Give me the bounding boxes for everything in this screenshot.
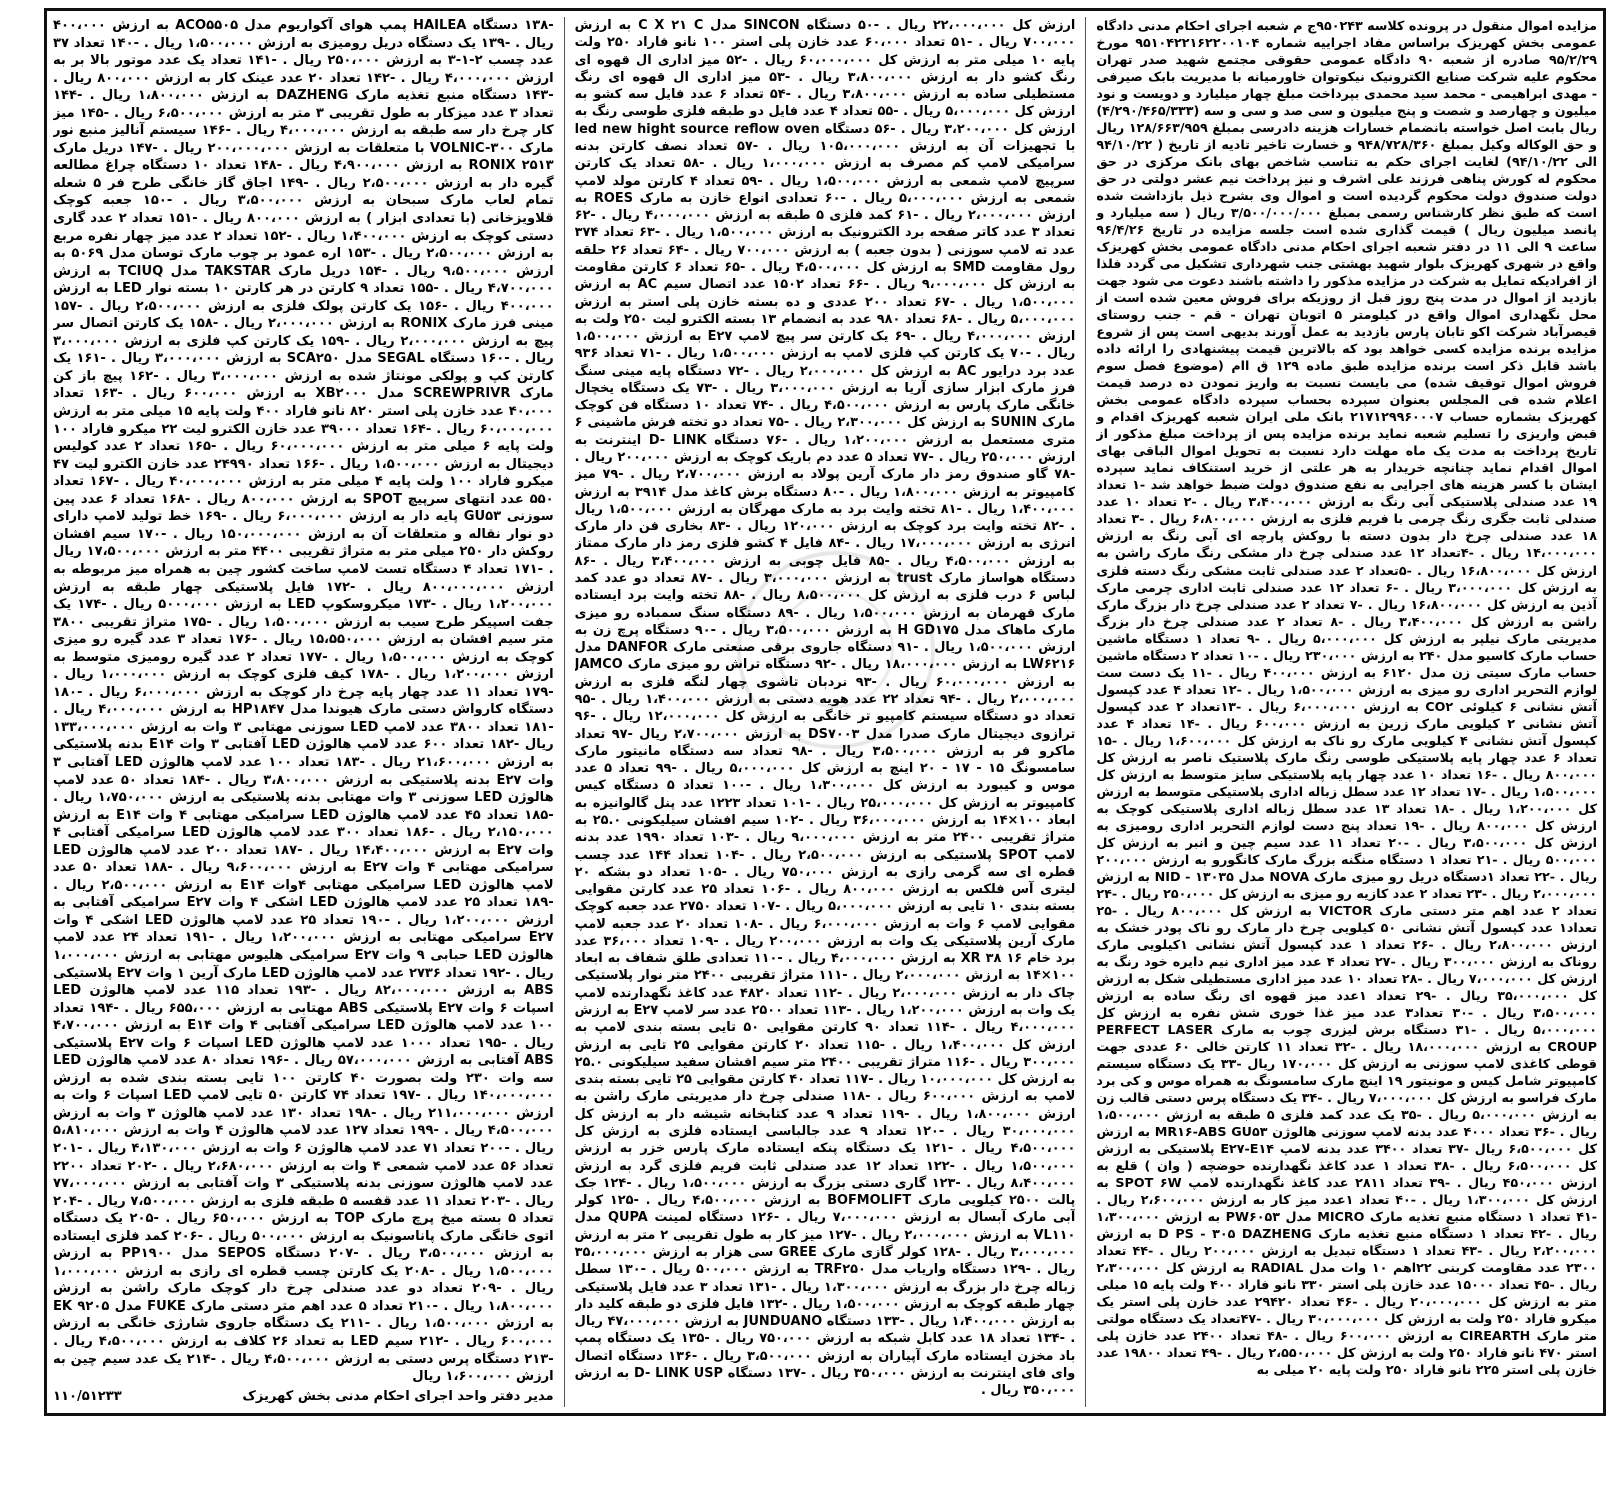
- notice-frame: [44, 8, 1606, 1416]
- notice-text-right: مزایده اموال منقول در پرونده کلاسه ۹۵۰۲۴۳ج م شعبه اجرای احکام مدنی دادگاه عمومی بخش کهریزک براساس مفاد اجراییه شماره ۹۵۱۰۴۲۲۱۶۲۲۰۰۱۰۴ مورخ ۹۵/۲/۲۹ صادره از شعبه ۹۰ دادگاه عمومی حقوقی مجتمع شهید صدر تهران محکوم علیه شرکت صنایع الکترونیک نیکوتوان خاورمیانه با مدیریت بابک صیرفی - مهدی ابراهیمی - محمد سید محمدی بپرداخت مبلغ چهار میلیارد و دویست و نود میلیون و چهارصد و شصت و پنج میلیون و سی صد و سی و سه (۴/۲۹۰/۴۶۵/۳۳۳) ریال بابت اصل خواسته بانضمام خسارات هزینه دادرسی بمبلغ ۱۲۸/۶۶۳/۹۵۹ ریال و حق الوکاله وکیل بمبلغ ۹۴۸/۷۲۸/۳۶۰ و خسارت تاخیر تادیه از تاریخ ( ۹۴/۱۰/۲۲ الی ۹۴/۱۰/۲۲) لغایت اجرای حکم به تناسب شاخص بهای بانک مرکزی در حق محکوم له کورش پناهی فرزند علی اشرف و نیز پرداخت نیم عشر دولتی در حق دولت صندوق دولت محکوم گردیده است و اموال وی بشرح ذیل بازداشت شده است که طبق نظر کارشناس رسمی بمبلغ ۳/۵۰۰/۰۰۰/۰۰۰ ریال ( سه میلیارد و پانصد میلیون ریال ) قیمت گذاری شده است جلسه مزایده در تاریخ ۹۶/۴/۲۶ ساعت ۹ الی ۱۱ در دفتر شعبه اجرای احکام مدنی دادگاه عمومی بخش کهریزک واقع در شهری کهریزک بلوار شهید بهشتی جنب شهرداری تشکیل می گردد فلذا از افرادیکه تمایل به شرکت در مزایده مذکور را داشته باشند دعوت می شود جهت بازدید از اموال در مدت پنج روز قبل از روزیکه برای فروش معین شده است از محل نگهداری اموال واقع در کیلومتر ۵ اتوبان تهران - قم - جنب روستای قیصرآباد شرکت اکو تابان پارس بازدید به عمل آورند بدیهی است پس از شروع مزایده برنده مزایده کسی خواهد بود که بالاترین قیمت پیشنهادی را ارائه داده باشد قابل ذکر است برنده مزایده طبق ماده ۱۲۹ ق اام (موضوع فصل سوم فروش اموال توقیف شده) می بایست نسبت به واریز نمودن ده درصد قیمت اعلام شده فی المجلس بعنوان سپرده بحساب سپرده دادگاه عمومی بخش کهریزک بشماره حساب ۲۱۷۱۲۹۹۶۰۰۰۷ بانک ملی ایران شعبه کهریزک اقدام و قبض واریزی را تسلیم شعبه نماید برنده مزایده پس از پرداخت مبلغ مذکور از تاریخ پرداخت به مدت یک ماه مهلت دارد نسبت به تحویل اموال الباقی بهای اموال اقدام نماید چنانچه خریدار به هر علتی از خرید استنکاف نماید سپرده ایشان با کسر هزینه های اجرایی به نفع صندوق دولت ضبط خواهد شد -۱ تعداد ۱۹ عدد صندلی پلاستیکی آبی رنگ به ارزش ۳،۴۰۰،۰۰۰ ریال . -۲ تعداد ۱۰ عدد صندلی ثابت جگری رنگ چرمی با فریم فلزی به ارزش ۶،۸۰۰،۰۰۰ ریال . -۳ تعداد ۱۸ عدد صندلی چرخ دار بدون دسته با روکش پارچه ای آبی رنگ به ارزش ۱۴،۰۰۰،۰۰۰ ریال . -۴تعداد ۱۲ عدد صندلی چرخ دار مشکی رنگ مارک راشن به ارزش کل ۱۶،۸۰۰،۰۰۰ ریال . -۵تعداد ۲ عدد صندلی ثابت مشکی رنگ دسته فلزی به ارزش کل ۳،۰۰۰،۰۰۰ ریال . -۶ تعداد ۱۲ عدد صندلی ثابت اداری چرمی مارک آذین به ارزش کل ۱۶،۸۰۰،۰۰۰ ریال . -۷ تعداد ۲ عدد صندلی چرخ دار بزرگ مارک راشن به ارزش کل ۳،۴۰۰،۰۰۰ ریال . -۸ تعداد ۲ عدد صندلی چرخ دار بزرگ مدیریتی مارک نیلپر به ارزش کل ۵،۰۰۰،۰۰۰ ریال . -۹ تعداد ۱ دستگاه ماشین حساب مارک کاسیو مدل ۲۴۰ به ارزش ۲۳۰،۰۰۰ ریال . -۱۰ تعداد ۲ دستگاه ماشین حساب مارک سیتی زن مدل ۶۱۲۰ به ارزش ۴۰۰،۰۰۰ ریال . -۱۱ یک دست ست لوازم التحریر اداری رو میزی به ارزش ۱،۵۰۰،۰۰۰ ریال . -۱۲ تعداد ۴ عدد کپسول آتش نشانی ۶ کیلوئی CO۲ به ارزش ۶،۰۰۰،۰۰۰ ریال . -۱۳تعداد ۲ عدد کپسول آتش نشانی ۲ کیلویی مارک زرین به ارزش ۶۰۰،۰۰۰ ریال . -۱۴ تعداد ۴ عدد کپسول آتش نشانی ۴ کیلویی مارک رو ناک به ارزش کل ۱،۶۰۰،۰۰۰ ریال . -۱۵ تعداد ۶ عدد چهار پایه پلاستیکی طوسی رنگ مارک پلاستیک ناصر به ارزش کل ۸۰۰،۰۰۰ ریال . -۱۶ تعداد ۱۰ عدد چهار پایه پلاستیکی سایز متوسط به ارزش کل ۱،۵۰۰،۰۰۰ ریال . -۱۷ تعداد ۱۲ عدد سطل زباله اداری پلاستیکی متوسط به ارزش کل ۱،۲۰۰،۰۰۰ ریال . -۱۸ تعداد ۱۳ عدد سطل زباله اداری پلاستیکی کوچک به ارزش کل ۸۰۰،۰۰۰ ریال . -۱۹ تعداد پنج دست لوازم التحریر اداری رومیزی به ارزش کل ۳،۵۰۰،۰۰۰ ریال . -۲۰ تعداد ۱۱ عدد سیم چین و انبر به ارزش کل ۵۰۰،۰۰۰ ریال . -۲۱ تعداد ۱ دستگاه منگنه بزرگ مارک کانگورو به ارزش ۲۰۰،۰۰۰ ریال . -۲۲ تعداد ۱دستگاه دریل رو میزی مارک NOVA مدل NID - ۱۳۰۳۵ به ارزش ۲،۰۰۰،۰۰۰ ریال . -۲۳ تعداد ۲ عدد کازیه رو میزی به ارزش کل ۲۵۰،۰۰۰ ریال . -۲۴ تعداد ۲ عدد اهم متر دستی مارک VICTOR به ارزش کل ۸۰۰،۰۰۰ ریال . -۲۵ تعداد۱ عدد کپسول آتش نشانی ۵۰ کیلویی چرخ دار مارک رو ناک پودر خشک به ارزش ۲،۸۰۰،۰۰۰ ریال . -۲۶ تعداد ۱ عدد کپسول آتش نشانی ۱کیلویی مارک روناک به ارزش ۳۰۰،۰۰۰ ریال . -۲۷ تعداد ۴ عدد میز اداری نیم دایره خود رنگ به ارزش کل ۷،۰۰۰،۰۰۰ ریال . -۲۸ تعداد ۱۰ عدد میز اداری مستطیلی شکل به ارزش کل ۳۵،۰۰۰،۰۰۰ ریال . -۲۹ تعداد ۱عدد میز قهوه ای رنگ ساده به ارزش ۳،۵۰۰،۰۰۰ ریال . -۳۰ تعداد۳ عدد میز غذا خوری شش نفره به ارزش کل ۵،۰۰۰،۰۰۰ ریال . -۳۱ دستگاه برش لیزری چوب به مارک PERFECT LASER CROUP به ارزش ۱۸،۰۰۰،۰۰۰ ریال . -۳۲ تعداد ۱۱ کارتن خالی ۶۰ عددی جهت قوطی کاغذی لامپ سوزنی به ارزش کل ۱۷۰،۰۰۰ ریال -۳۳ یک دستگاه سیستم کامپیوتر شامل کیس و مونیتور ۱۹ اینچ مارک سامسونگ به همراه موس و کی برد مارک فراسو به ارزش کل ۷،۰۰۰،۰۰۰ ریال . -۳۴ یک دستگاه پرس دستی قالب زن به ارزش ۵،۰۰۰،۰۰۰ ریال . -۳۵ یک عدد کمد فلزی ۵ طبقه به ارزش ۱،۵۰۰،۰۰۰ ریال . -۳۶ تعداد ۴۰۰۰ عدد بدنه لامپ سوزنی هالوژن MR۱۶-ABS GU۵۳ به ارزش کل ۶،۵۰۰،۰۰۰ ریال -۳۷ تعداد ۳۴۰۰ عدد بدنه لامپ E۲۷-E۱۴ پلاستیکی به ارزش کل ۶،۵۰۰،۰۰۰ ریال . -۳۸ تعداد ۱ عدد کاغذ نگهدارنده حوضچه ( وان ) قلع به ارزش ۴۵۰،۰۰۰ ریال . -۳۹ تعداد ۲۸۱۱ عدد کاغذ نگهدارنده لامپ SPOT ۶W به ارزش کل ۱،۳۰۰،۰۰۰ ریال . -۴۰ تعداد ۱عدد میز کار به ارزش ۲،۶۰۰،۰۰۰ ریال . -۴۱ تعداد ۱ دستگاه منبع تغذیه مارک MICRO مدل PW۶۰۵۳ به ارزش ۱،۳۰۰،۰۰۰ ریال . -۴۲ تعداد ۱ دستگاه منبع تغذیه مارک D PS - ۳۰۵ DAZHENG به ارزش ۲،۲۰۰،۰۰۰ ریال . -۴۳ تعداد ۱ دستگاه تبدیل به ارزش ۲۰۰،۰۰۰ ریال . -۴۴ تعداد ۲۳۰۰ عدد مقاومت کربنی ۲۲اهم ۱۰ وات مدل RADIAL به ارزش کل ۲،۳۰۰،۰۰۰ ریال . -۴۵ تعداد ۱۵۰۰۰ عدد خازن پلی استر ۳۳۰ نانو فاراد ۴۰۰ ولت پایه ۱۵ میلی متر به ارزش کل ۲۰،۰۰۰،۰۰۰ ریال . -۴۶ تعداد ۲۹۴۲۰ عدد خازن پلی استر یک میکرو فاراد ۲۵۰ ولت به ارزش کل ۳۰،۰۰۰،۰۰۰ ریال . -۴۷تعداد یک دستگاه مولتی متر مارک CIREARTH به ارزش ۶۰۰،۰۰۰ ریال . -۴۸ تعداد ۲۴۰۰ عدد خازن پلی استر ۴۷۰ نانو فاراد ۲۵۰ ولت به ارزش کل ۲،۵۵۰،۰۰۰ ریال . -۴۹ تعداد ۱۹۸۰۰ عدد خازن پلی استر ۲۲۵ نانو فاراد ۲۵۰ ولت پایه ۲۰ میلی به: [1096, 18, 1597, 1378]
- notice-column-middle: [575, 17, 1076, 1407]
- notice-text-left: -۱۳۸ دستگاه HAILEA پمپ هوای آکواریوم مدل ACO۵۵۰۵ به ارزش ۴۰۰،۰۰۰ ریال . -۱۳۹ یک دستگاه دریل رومیزی به ارزش ۱،۵۰۰،۰۰۰ ریال . -۱۴۰ تعداد ۳۷ عدد چسب ۲-۱-۳ به ارزش ۲۵۰،۰۰۰ ریال . -۱۴۱ تعداد یک عدد موتور بالا بر به ارزش ۴،۰۰۰،۰۰۰ ریال . -۱۴۲ تعداد ۲۰ عدد عینک کار به ارزش ۸۰۰،۰۰۰ ریال . -۱۴۳ دستگاه منبع تغذیه مارک DAZHENG به ارزش ۱،۸۰۰،۰۰۰ ریال . -۱۴۴ تعداد ۳ عدد میزکار به طول تقریبی ۳ متر به ارزش ۶،۵۰۰،۰۰۰ ریال . -۱۴۵ میز کار چرخ دار سه طبقه به ارزش ۴،۰۰۰،۰۰۰ ریال . -۱۴۶ سیستم آنالیز منبع نور مارک VOLNIC-۳۰۰ با متعلقات به ارزش ۲۰۰،۰۰۰،۰۰۰ ریال . -۱۴۷ دریل مارک RONIX ۲۵۱۳ به ارزش ۴،۹۰۰،۰۰۰ ریال . -۱۴۸ تعداد ۱۰ دستگاه چراغ مطالعه گیره دار به ارزش ۲،۵۰۰،۰۰۰ ریال . -۱۴۹ اجاق گاز خانگی طرح فر ۵ شعله تمام لعاب مارک سبحان به ارزش ۳،۵۰۰،۰۰۰ ریال . -۱۵۰ جعبه کوچک قلاویزخانی (با تعدادی ابزار ) به ارزش ۸۰۰،۰۰۰ ریال . -۱۵۱ تعداد ۲ عدد گاری دستی کوچک به ارزش ۱،۴۰۰،۰۰۰ ریال . -۱۵۲ تعداد ۲ عدد میز چهار نفره مربع به ارزش ۲،۵۰۰،۰۰۰ ریال . -۱۵۳ اره عمود بر چوب مارک توسان مدل ۵۰۶۹ به ارزش ۹،۵۰۰،۰۰۰ ریال . -۱۵۴ دریل مارک TAKSTAR مدل TCIUQ به ارزش ۴،۷۰۰،۰۰۰ ریال . -۱۵۵ تعداد ۹ کارتن در هر کارتن ۱۰ بسته نوار LED به ارزش ۴۰۰،۰۰۰ ریال . -۱۵۶ یک کارتن پولک فلزی به ارزش ۲،۵۰۰،۰۰۰ ریال . -۱۵۷ مینی فرز مارک RONIX به ارزش ۲،۰۰۰،۰۰۰ ریال . -۱۵۸ یک کارتن اتصال سر پیچ به ارزش ۲،۰۰۰،۰۰۰ ریال . -۱۵۹ یک کارتن کپ فلزی به ارزش ۳،۰۰۰،۰۰۰ ریال . -۱۶۰ دستگاه SEGAL مدل SCA۲۵۰ به ارزش ۳،۰۰۰،۰۰۰ ریال . -۱۶۱ یک کارتن کپ و پولکی مونتاژ شده به ارزش ۳،۰۰۰،۰۰۰ ریال . -۱۶۲ پیچ باز کن مارک SCREWPRIVR مدل XB۲۰۰۰ به ارزش ۶۰۰،۰۰۰ ریال . -۱۶۳ تعداد ۴۰،۰۰۰ عدد خازن پلی استر ۸۲۰ نانو فاراد ۴۰۰ ولت پایه ۱۵ میلی متر به ارزش ۶۰،۰۰۰،۰۰۰ ریال . -۱۶۴ تعداد ۳۹۰۰۰ عدد خازن الکترو لیت ۲۲ میکرو فاراد ۱۰۰ ولت پایه ۶ میلی متر به ارزش ۶۰،۰۰۰،۰۰۰ ریال . -۱۶۵ تعداد ۲ عدد کولیس دیجیتال به ارزش ۱،۵۰۰،۰۰۰ ریال . -۱۶۶ تعداد ۲۴۹۹۰ عدد خازن الکترو لیت ۴۷ میکرو فاراد ۱۰۰ ولت پایه ۴ میلی متر به ارزش ۴۰،۰۰۰،۰۰۰ ریال . -۱۶۷ تعداد ۵۵۰ عدد انتهای سرپیچ SPOT به ارزش ۸۰۰،۰۰۰ ریال . -۱۶۸ تعداد ۶ عدد پین سوزنی GU۵۳ پایه دار به ارزش ۶،۰۰۰،۰۰۰ ریال . -۱۶۹ خط تولید لامپ دارای دو نوار نقاله و متعلقات آن به ارزش ۱۵۰،۰۰۰،۰۰۰ ریال . -۱۷۰ سیم افشان روکش دار ۲۵۰ میلی متر به متراژ تقریبی ۴۴۰۰ متر به ارزش ۱۷،۵۰۰،۰۰۰ ریال . -۱۷۱ تعداد ۴ دستگاه تست لامپ ساخت کشور چین به همراه میز مربوطه به ارزش ۸۰۰،۰۰۰،۰۰۰ ریال . -۱۷۲ فایل پلاستیکی چهار طبقه به ارزش ۱،۲۰۰،۰۰۰ ریال . -۱۷۳ میکروسکوپ LED به ارزش ۵۰۰۰،۰۰۰ ریال . -۱۷۴ یک جفت اسپیکر طرح سیب به ارزش ۱،۵۰۰،۰۰۰ ریال . -۱۷۵ متراژ تقریبی ۳۸۰۰ متر سیم افشان به ارزش ۱۵،۵۵۰،۰۰۰ ریال . -۱۷۶ تعداد ۳ عدد گیره رو میزی کوچک به ارزش ۱،۵۰۰،۰۰۰ ریال . -۱۷۷ تعداد ۲ عدد گیره رومیزی متوسط به ارزش ۱،۲۰۰،۰۰۰ ریال . -۱۷۸ کیف فلزی کوچک به ارزش ۱،۰۰۰،۰۰۰ ریال . -۱۷۹ تعداد ۱۱ عدد چهار پایه چرخ دار کوچک به ارزش ۶،۰۰۰،۰۰۰ ریال . -۱۸۰ دستگاه کارواش دستی مارک هیوندا مدل HP۱۸۴۷ به ارزش ۴،۰۰۰،۰۰۰ ریال . -۱۸۱ تعداد ۳۸۰۰ عدد لامپ LED سوزنی مهتابی ۳ وات به ارزش ۱۳۳،۰۰۰،۰۰۰ ریال -۱۸۲ تعداد ۶۰۰ عدد لامپ هالوژن LED آفتابی ۳ وات E۱۴ بدنه پلاستیکی به ارزش ۲۱،۶۰۰،۰۰۰ ریال . -۱۸۳ تعداد ۱۰۰ عدد لامپ هالوژن LED آفتابی ۳ وات E۲۷ بدنه پلاستیکی به ارزش ۳،۸۰۰،۰۰۰ ریال . -۱۸۴ تعداد ۵۰ عدد لامپ هالوژن LED سوزنی ۳ وات مهتابی بدنه پلاستیکی به ارزش ۱،۷۵۰،۰۰۰ ریال . -۱۸۵ تعداد ۴۵ عدد لامپ هالوژن LED سرامیکی مهتابی ۴ وات E۱۴ به ارزش ۲،۱۵۰،۰۰۰ ریال . -۱۸۶ تعداد ۳۰۰ عدد لامپ هالوژن LED سرامیکی آفتابی ۴ وات E۲۷ به ارزش ۱۴،۴۰۰،۰۰۰ ریال . -۱۸۷ تعداد ۲۰۰ عدد لامپ هالوژن LED سرامیکی مهتابی ۴ وات E۲۷ به ارزش ۹،۶۰۰،۰۰۰ ریال . -۱۸۸ تعداد ۵۰ عدد لامپ هالوژن LED سرامیکی مهتابی ۴وات E۱۴ به ارزش ۲،۵۰۰،۰۰۰ ریال . -۱۸۹ تعداد ۲۵ عدد لامپ هالوژن LED اشکی ۴ وات E۲۷ سرامیکی آفتابی به ارزش ۱،۲۰۰،۰۰۰ ریال . -۱۹۰ تعداد ۲۵ عدد لامپ هالوژن LED اشکی ۴ وات E۲۷ سرامیکی مهتابی به ارزش ۱،۲۰۰،۰۰۰ ریال . -۱۹۱ تعداد ۲۴ عدد لامپ هالوژن LED حبابی ۹ وات E۲۷ سرامیکی هلیوس مهتابی به ارزش ۱،۰۰۰،۰۰۰ ریال . -۱۹۲ تعداد ۲۷۳۶ عدد لامپ هالوژن LED مارک آرین ۱ وات E۲۷ پلاستیکی ABS به ارزش ۸۲،۰۰۰،۰۰۰ ریال . -۱۹۳ تعداد ۱۱۵ عدد لامپ هالوژن LED اسپات ۶ وات E۲۷ پلاستیکی ABS مهتابی به ارزش ۶۵۵،۰۰۰ ریال . -۱۹۴ تعداد ۱۰۰ عدد لامپ هالوژن LED سرامیکی آفتابی ۴ وات E۱۴ به ارزش ۴،۷۰۰،۰۰۰ ریال . -۱۹۵ تعداد ۱۰۰۰ عدد لامپ هالوژن LED اسپات ۶ وات E۲۷ پلاستیکی ABS آفتابی به ارزش ۵۷،۰۰۰،۰۰۰ ریال . -۱۹۶ تعداد ۸۰ عدد لامپ هالوژن LED سه وات ۲۳۰ ولت بصورت ۴۰ کارتن ۱۰۰ تایی بسته بندی شده به ارزش ۱۴۰،۰۰۰،۰۰۰ ریال . -۱۹۷ تعداد ۷۴ کارتن ۵۰ تایی لامپ LED اسپات ۶ وات به ارزش ۲۱۱،۰۰۰،۰۰۰ ریال . -۱۹۸ تعداد ۱۳۰ عدد لامپ هالوژن ۳ وات به ارزش ۴،۵۰۰،۰۰۰ ریال . -۱۹۹ تعداد ۱۲۷ عدد لامپ هالوژن ۴ وات به ارزش ۵،۸۱۰،۰۰۰ ریال . -۲۰۰ تعداد ۷۱ عدد لامپ هالوژن ۶ وات به ارزش ۴،۱۳۰،۰۰۰ ریال . -۲۰۱ تعداد ۵۶ عدد لامپ شمعی ۴ وات به ارزش ۲،۶۸۰،۰۰۰ ریال . -۲۰۲ تعداد ۲۲۰۰ عدد لامپ هالوژن سوزنی بدنه پلاستیکی ۳ وات آفتابی به ارزش ۷۷،۰۰۰،۰۰۰ ریال . -۲۰۳ تعداد ۱۱ عدد قفسه ۵ طبقه فلزی به ارزش ۷،۵۰۰،۰۰۰ ریال . -۲۰۴ تعداد ۵ بسته میخ پرچ مارک TOP به ارزش ۶۵۰،۰۰۰ ریال . -۲۰۵ یک دستگاه اتوی خانگی مارک پاناسونیک به ارزش ۵۰۰،۰۰۰ ریال . -۲۰۶ کمد فلزی ایستاده به ارزش ۳،۵۰۰،۰۰۰ ریال . -۲۰۷ دستگاه SEPOS مدل PP۱۹۰۰ به ارزش ۱،۵۰۰،۰۰۰ ریال . -۲۰۸ یک کارتن چسب قطره ای رازی به ارزش ۱،۰۰۰،۰۰۰ ریال . -۲۰۹ تعداد دو عدد صندلی چرخ دار کوچک مارک راشن به ارزش ۱،۸۰۰،۰۰۰ ریال . -۲۱۰ تعداد ۵ عدد اهم متر دستی مارک FUKE مدل EK ۹۲۰۵ به ارزش ۱،۵۰۰،۰۰۰ ریال . -۲۱۱ یک دستگاه جاروی شارژی خانگی به ارزش ۶۰۰،۰۰۰ ریال . -۲۱۲ سیم LED به تعداد ۲۶ کلاف به ارزش ۴،۵۰۰،۰۰۰ ریال . -۲۱۳ دستگاه پرس دستی به ارزش ۴،۵۰۰،۰۰۰ ریال . -۲۱۴ یک عدد سیم چین به ارزش ۱،۶۰۰،۰۰۰ ریال: [52, 18, 554, 1385]
- footer-code: ۱۱۰/۵۱۲۳۳: [52, 1388, 122, 1404]
- notice-text-middle: ارزش کل ۲۲،۰۰۰،۰۰۰ ریال . -۵۰ دستگاه SINCON مدل C X ۲۱ C به ارزش ۷۰۰،۰۰۰ ریال . -۵۱ تعداد ۶۰،۰۰۰ عدد خازن پلی استر ۱۰۰ نانو فاراد ۲۵۰ ولت پایه ۱۰ میلی متر به ارزش کل ۶۰،۰۰۰،۰۰۰ ریال . -۵۲ میز اداری ال قهوه ای رنگ کشو دار به ارزش ۳،۸۰۰،۰۰۰ ریال . -۵۳ میز اداری ال قهوه ای رنگ مستطیلی ساده به ارزش ۳،۸۰۰،۰۰۰ ریال . -۵۴ تعداد ۶ عدد فایل سه کشو به ارزش کل ۵،۰۰۰،۰۰۰ ریال . -۵۵ تعداد ۴ عدد فایل دو طبقه فلزی طوسی رنگ به ارزش کل ۳،۲۰۰،۰۰۰ ریال . -۵۶ دستگاه led new hight source reflow oven با تجهیزات آن به ارزش ۱۰۵،۰۰۰،۰۰۰ ریال . -۵۷ تعداد نصف کارتن بدنه سرامیکی لامپ کم مصرف به ارزش ۱،۰۰۰،۰۰۰ ریال . -۵۸ تعداد یک کارتن سرپیچ لامپ شمعی به ارزش ۱،۵۰۰،۰۰۰ ریال . -۵۹ تعداد ۴ کارتن مولد لامپ شمعی به ارزش ۵،۰۰۰،۰۰۰ ریال . -۶۰ تعدادی انواع خازن به مارک ROES به ارزش ۲،۰۰۰،۰۰۰ ریال . -۶۱ کمد فلزی ۵ طبقه به ارزش ۴،۰۰۰،۰۰۰ ریال . -۶۲ تعداد ۳ عدد کاتر صفحه برد الکترونیک به ارزش ۱،۵۰۰،۰۰۰ ریال . -۶۳ تعداد ۳۷۴ عدد ته لامپ سوزنی ( بدون جعبه ) به ارزش ۷۰۰،۰۰۰ ریال . -۶۴ تعداد ۲۶ حلقه رول مقاومت SMD به ارزش کل ۴،۵۰۰،۰۰۰ ریال . -۶۵ تعداد ۶ کارتن مقاومت به ارزش کل ۹،۰۰۰،۰۰۰ ریال . -۶۶ تعداد ۱۵۰۲ عدد اتصال سیم AC به ارزش ۱،۵۰۰،۰۰۰ ریال . -۶۷ تعداد ۲۰۰ عددی و ده بسته خازن پلی استر به ارزش ۵،۰۰۰،۰۰۰ ریال . -۶۸ تعداد ۹۸۰ عدد به انضمام ۱۳ بسته الکترو لیت ۲۵۰ ولت به ارزش ۴،۰۰۰،۰۰۰ ریال . -۶۹ یک کارتن سر پیچ لامپ E۲۷ به ارزش ۱،۵۰۰،۰۰۰ ریال . -۷۰ یک کارتن کپ فلزی لامپ به ارزش ۱،۵۰۰،۰۰۰ ریال . -۷۱ تعداد ۹۳۶ عدد برد درایور AC به ارزش کل ۲،۰۰۰،۰۰۰ ریال . -۷۲ دستگاه پایه مینی سنگ فرز مارک ابزار سازی آریا به ارزش ۳،۰۰۰،۰۰۰ ریال . -۷۳ یک دستگاه یخچال خانگی مارک پارس به ارزش ۴،۵۰۰،۰۰۰ ریال . -۷۴ تعداد ۱۰ دستگاه فن کوچک مارک SUNIN به ارزش کل ۲،۳۰۰،۰۰۰ ریال . -۷۵ تعداد دو تخته فرش ماشینی ۶ متری مستعمل به ارزش ۱،۲۰۰،۰۰۰ ریال . -۷۶ دستگاه D- LINK اینترنت به ارزش ۲۵۰،۰۰۰ ریال . -۷۷ تعداد ۵ عدد دم باریک کوچک به ارزش ۲۰۰،۰۰۰ ریال . -۷۸ گاو صندوق رمز دار مارک آرین پولاد به ارزش ۲،۷۰۰،۰۰۰ ریال . -۷۹ میز کامپیوتر به ارزش ۱،۸۰۰،۰۰۰ ریال . -۸۰ دستگاه برش کاغذ مدل ۳۹۱۴ به ارزش ۱،۴۰۰،۰۰۰ ریال . -۸۱ تخته وایت برد به مارک مهرگان به ارزش ۱،۵۰۰،۰۰۰ ریال . -۸۲ تخته وایت برد کوچک به ارزش ۱۲۰،۰۰۰ ریال . -۸۳ بخاری فن دار مارک انرژی به ارزش ۱۷،۰۰۰،۰۰۰ ریال . -۸۴ فایل ۴ کشو فلزی رمز دار مارک ممتاز به ارزش ۴،۵۰۰،۰۰۰ ریال . -۸۵ فایل چوبی به ارزش ۳،۴۰۰،۰۰۰ ریال . -۸۶ دستگاه هواساز مارک trust به ارزش ۳،۰۰۰،۰۰۰ ریال . -۸۷ تعداد دو عدد کمد لباس ۶ درب فلزی به ارزش کل ۸،۵۰۰،۰۰۰ ریال . -۸۸ تخته وایت برد ایستاده مارک قهرمان به ارزش ۱،۵۰۰،۰۰۰ ریال . -۸۹ دستگاه سنگ سمباده رو میزی مارک ماهاک مدل H GD۱۷۵ به ارزش ۳،۵۰۰،۰۰۰ ریال . -۹۰ دستگاه پرچ زن به ارزش ۱،۵۰۰،۰۰۰ ریال . -۹۱ دستگاه جاروی برقی صنعتی مارک DANFOR مدل LW۶۲۱۶ به ارزش ۱۸،۰۰۰،۰۰۰ ریال . -۹۲ دستگاه تراش رو میزی مارک JAMCO به ارزش ۶۰،۰۰۰،۰۰۰ ریال . -۹۳ نردبان تاشوی چهار لنگه فلزی به ارزش ۲،۰۰۰،۰۰۰ ریال . -۹۴ تعداد ۲۲ عدد هویه دستی به ارزش ۱،۴۰۰،۰۰۰ ریال . -۹۵ تعداد دو دستگاه سیستم کامپیو تر خانگی به ارزش کل ۱۲،۰۰۰،۰۰۰ ریال . -۹۶ ترازوی دیجیتال مارک صدرا مدل DS۷۰۰۳ به ارزش ۲،۷۰۰،۰۰۰ ریال -۹۷ تعداد ماکرو فر به ارزش ۳،۵۰۰،۰۰۰ ریال . -۹۸ تعداد سه دستگاه مانیتور مارک سامسونگ ۱۵ - ۱۷ - ۲۰ اینچ به ارزش کل ۵،۰۰۰،۰۰۰ ریال . -۹۹ تعداد ۵ عدد موس و کیبورد به ارزش کل ۱،۳۰۰،۰۰۰ ریال . -۱۰۰ تعداد ۵ دستگاه کیس کامپیوتر به ارزش کل ۲۵،۰۰۰،۰۰۰ ریال . -۱۰۱ تعداد ۱۲۲۳ عدد پنل گالوانیزه به ابعاد ۱۰۰×۱۴ به ارزش ۳۶،۰۰۰،۰۰۰ ریال . -۱۰۲ سیم افشان سیلیکونی ۲۵.۰ به متراژ تقریبی ۲۴۰۰ متر به ارزش ۹،۰۰۰،۰۰۰ ریال . -۱۰۳ تعداد ۱۹۹۰ عدد بدنه لامپ SPOT پلاستیکی به ارزش ۲،۵۰۰،۰۰۰ ریال . -۱۰۴ تعداد ۱۴۴ عدد چسب قطره ای سه گرمی رازی به ارزش ۷۵۰،۰۰۰ ریال . -۱۰۵ تعداد دو بشکه ۲۰ لیتری آس فلکس به ارزش ۸۰۰،۰۰۰ ریال . -۱۰۶ تعداد ۲۵ عدد کارتن مقوایی بسته بندی ۱۰ تایی به ارزش ۵،۰۰۰،۰۰۰ ریال . -۱۰۷ تعداد ۲۷۵۰ عدد جعبه کوچک مقوایی لامپ ۶ وات به ارزش ۶،۰۰۰،۰۰۰ ریال . -۱۰۸ تعداد ۲۰ عدد جعبه لامپ مارک آرین پلاستیکی یک وات به ارزش ۲۰۰،۰۰۰ ریال . -۱۰۹ تعداد ۳۶،۰۰۰ عدد برد خام ۱۶ XR ۳۸ به ارزش ۴،۰۰۰،۰۰۰ ریال . -۱۱۰ تعدادی طلق شفاف به ابعاد ۱۰۰×۱۴ به ارزش ۲،۰۰۰،۰۰۰ ریال . -۱۱۱ متراژ تقریبی ۲۴۰۰ متر نوار پلاستیکی چاک دار به ارزش ۲،۰۰۰،۰۰۰ ریال . -۱۱۲ تعداد ۴۸۲۰ عدد کاغذ نگهدارنده لامپ یک وات به ارزش ۱،۲۰۰،۰۰۰ ریال . -۱۱۳ تعداد ۲۵۰۰ عدد سر لامپ E۲۷ به ارزش ۴،۰۰۰،۰۰۰ ریال . -۱۱۴ تعداد ۹۰ کارتن مقوایی ۵۰ تایی بسته بندی لامپ به ارزش کل ۱،۴۰۰،۰۰۰ ریال . -۱۱۵ تعداد ۲۰ کارتن مقوایی ۲۵ تایی به ارزش ۳۰۰،۰۰۰ ریال . -۱۱۶ متراژ تقریبی ۲۴۰۰ متر سیم افشان سفید سیلیکونی ۲۵.۰ به ارزش کل ۱۰،۰۰۰،۰۰۰ ریال . -۱۱۷ تعداد ۴۰ کارتن مقوایی ۲۵ تایی بسته بندی لامپ به ارزش ۶۰۰،۰۰۰ ریال . -۱۱۸ صندلی چرخ دار مدیریتی مارک راشن به ارزش ۱،۸۰۰،۰۰۰ ریال . -۱۱۹ تعداد ۹ عدد کتابخانه شیشه دار به ارزش کل ۳۰،۰۰۰،۰۰۰ ریال . -۱۲۰ تعداد ۹ عدد جالباسی ایستاده فلزی به ارزش کل ۴،۵۰۰،۰۰۰ ریال . -۱۲۱ یک دستگاه پنکه ایستاده مارک پارس خزر به ارزش ۱،۵۰۰،۰۰۰ ریال . -۱۲۲ تعداد ۱۲ عدد صندلی ثابت فریم فلزی گرد به ارزش ۸،۴۰۰،۰۰۰ ریال . -۱۲۳ گاری دستی بزرگ به ارزش ۱،۵۰۰،۰۰۰ ریال . -۱۲۴ جک پالت ۲۵۰۰ کیلویی مارک BOFMOLIFT به ارزش ۴،۵۰۰،۰۰۰ ریال . -۱۲۵ کولر آبی مارک آبسال به ارزش ۷،۰۰۰،۰۰۰ ریال . -۱۲۶ دستگاه لمینت QUPA مدل VL۱۱۰ به ارزش ۲،۰۰۰،۰۰۰ ریال . -۱۲۷ میز کار به طول تقریبی ۲ متر به ارزش ۳،۰۰۰،۰۰۰ ریال . -۱۲۸ کولر گازی مارک GREE سی هزار به ارزش ۳۵،۰۰۰،۰۰۰ ریال . -۱۲۹ دستگاه واریاب مدل TRF۲۵۰ به ارزش ۵۰۰،۰۰۰ ریال . -۱۳۰ سطل زباله چرخ دار بزرگ به ارزش ۱،۳۰۰،۰۰۰ ریال . -۱۳۱ تعداد ۳ عدد فایل پلاستیکی چهار طبقه کوچک به ارزش ۱،۵۰۰،۰۰۰ ریال . -۱۳۲ فایل فلزی دو طبقه کلید دار به ارزش ۱،۴۰۰،۰۰۰ ریال . -۱۳۳ دستگاه JUNDUANO به ارزش ۴۷،۰۰۰،۰۰۰ ریال . -۱۳۴ تعداد ۱۸ عدد کابل شبکه به ارزش ۷۵۰،۰۰۰ ریال . -۱۳۵ یک دستگاه پمپ باد مخزن ایستاده مارک آپیاران به ارزش ۳،۵۰۰،۰۰۰ ریال . -۱۳۶ دستگاه اتصال وای فای اینترنت به ارزش ۳۵۰،۰۰۰ ریال . -۱۳۷ دستگاه D- LINK USP به ارزش ۳۵۰،۰۰۰ ریال .: [574, 18, 1076, 1399]
- notice-columns: [53, 17, 1597, 1407]
- notice-column-left: [53, 17, 554, 1407]
- column-divider: [564, 17, 565, 1407]
- footer-signature: مدیر دفتر واحد اجرای احکام مدنی بخش کهریزک: [242, 1388, 554, 1404]
- notice-footer: [53, 1388, 554, 1406]
- notice-column-right: [1096, 17, 1597, 1407]
- column-divider: [1085, 17, 1086, 1407]
